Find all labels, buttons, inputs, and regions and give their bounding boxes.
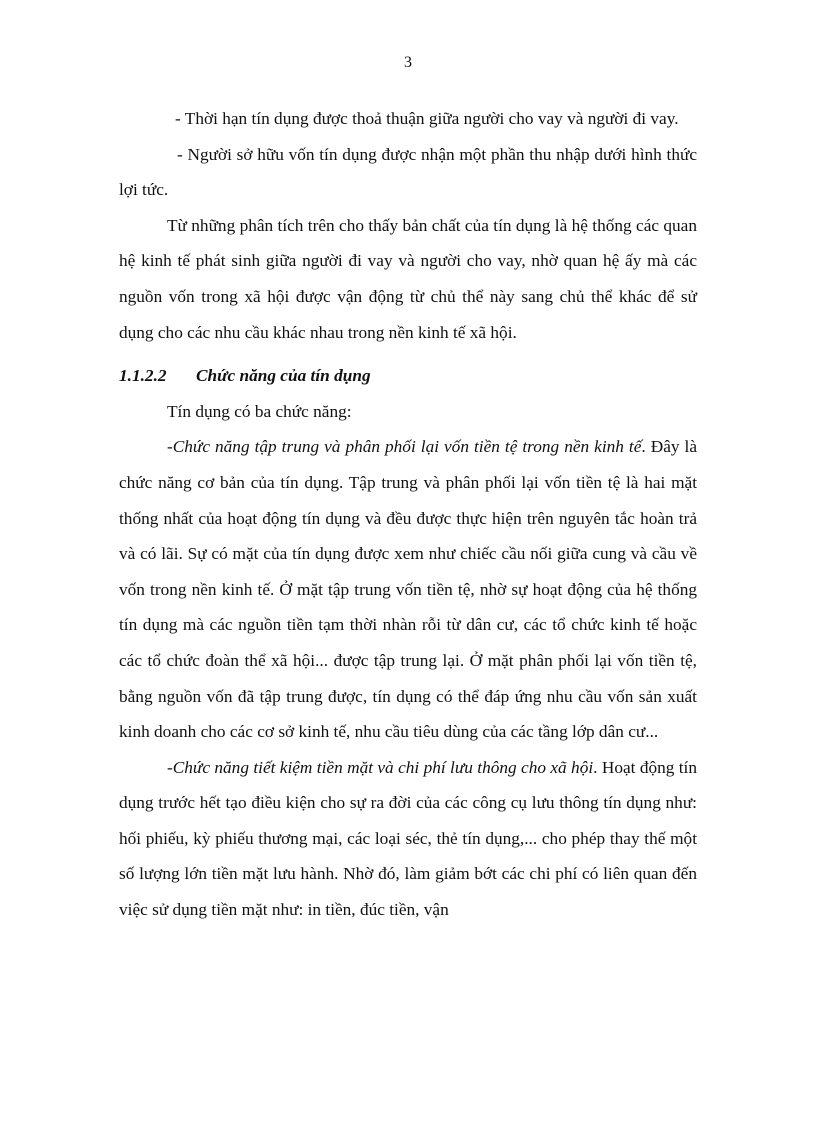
section-title: Chức năng của tín dụng (196, 366, 371, 386)
paragraph-loan-term: - Thời hạn tín dụng được thoả thuận giữa người cho vay và người đi vay. (175, 109, 679, 128)
section-number: 1.1.2.2 (119, 366, 167, 386)
function-2-title: -Chức năng tiết kiệm tiền mặt và chi phí lưu thông cho xã hội (167, 757, 594, 777)
paragraph-function-2 (119, 750, 697, 928)
paragraph-credit-nature: Từ những phân tích trên cho thấy bản chất của tín dụng là hệ thống các quan hệ kinh tế phát sinh giữa người đi vay và người cho vay, nhờ quan hệ ấy mà các nguồn vốn trong xã hội được vận động từ chủ thể này sang chủ thể khác để sử dụng cho các nhu cầu khác nhau trong nền kinh tế xã hội. (119, 215, 697, 342)
paragraph-function-1 (119, 429, 697, 749)
paragraph-interest-income: - Người sở hữu vốn tín dụng được nhận một phần thu nhập dưới hình thức lợi tức. (119, 144, 697, 200)
function-1-body: . Đây là chức năng cơ bản của tín dụng. Tập trung và phân phối lại vốn tiền tệ là hai mặt thống nhất của hoạt động tín dụng và đều được thực hiện trên nguyên tắc hoàn trả và có lãi. Sự có mặt của tín dụng được xem như chiếc cầu nối giữa cung và cầu về vốn trong nền kinh tế. Ở mặt tập trung vốn tiền tệ, nhờ sự hoạt động của hệ thống tín dụng mà các nguồn tiền tạm thời nhàn rỗi từ dân cư, các tổ chức kinh tế hoặc các tổ chức đoàn thể xã hội... được tập trung lại. Ở mặt phân phối lại vốn tiền tệ, bằng nguồn vốn đã tập trung được, tín dụng có thể đáp ứng nhu cầu vốn sản xuất kinh doanh cho các cơ sở kinh tế, nhu cầu tiêu dùng của các tầng lớp dân cư... (119, 437, 697, 742)
function-2-body: . Hoạt động tín dụng trước hết tạo điều kiện cho sự ra đời của các công cụ lưu thông tín dụng như: hối phiếu, kỳ phiếu thương mại, các loại séc, thẻ tín dụng,... cho phép thay thế một số lượng lớn tiền mặt lưu hành. Nhờ đó, làm giảm bớt các chi phí có liên quan đến việc sử dụng tiền mặt như: in tiền, đúc tiền, vận (119, 757, 697, 920)
page-number: 3 (404, 54, 412, 71)
body-text (119, 101, 697, 928)
paragraph-intro: Tín dụng có ba chức năng: (167, 401, 352, 421)
function-1-title: -Chức năng tập trung và phân phối lại vốn tiền tệ trong nền kinh tế (167, 437, 642, 457)
section-heading (119, 358, 697, 394)
